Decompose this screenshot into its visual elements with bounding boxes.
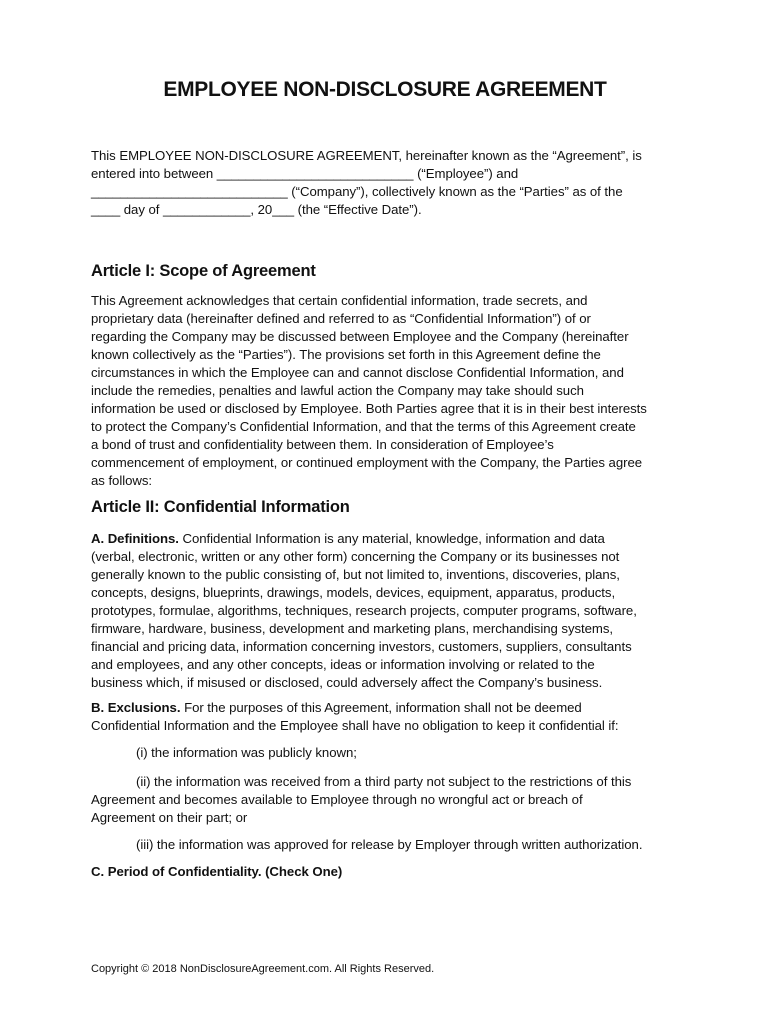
- paragraph-line: concepts, designs, blueprints, drawings, models, devices, equipment, apparatus, products,: [91, 585, 616, 600]
- paragraph-line: as follows:: [91, 473, 153, 488]
- article-2-heading: Article II: Confidential Information: [91, 498, 350, 516]
- period-label: C. Period of Confidentiality. (Check One): [91, 864, 343, 879]
- paragraph-line: [91, 699, 691, 717]
- definitions-paragraph: [91, 530, 691, 692]
- paragraph-line: known collectively as the “Parties”). The provisions set forth in this Agreement define the: [91, 347, 601, 362]
- article-1-paragraph: [91, 292, 691, 490]
- paragraph-line: (iii) the information was approved for release by Employer through written authorization.: [136, 837, 643, 852]
- paragraph-line: circumstances in which the Employee can and cannot disclose Confidential Information, and: [91, 365, 624, 380]
- exclusions-paragraph: [91, 699, 691, 735]
- paragraph-line: (ii) the information was received from a third party not subject to the restrictions of this: [136, 774, 632, 789]
- paragraph-line: Confidential Information and the Employee shall have no obligation to keep it confidential if:: [91, 718, 619, 733]
- exclusion-item-2: [91, 773, 691, 827]
- intro-paragraph: [91, 147, 691, 219]
- paragraph-line: firmware, hardware, business, development and marketing plans, merchandising systems,: [91, 621, 614, 636]
- paragraph-line: information be used or disclosed by Employee. Both Parties agree that it is in their best interests: [91, 401, 647, 416]
- period-paragraph: [91, 863, 691, 881]
- intro-line: ___________________________ (“Company”), collectively known as the “Parties” as of the: [91, 184, 623, 199]
- paragraph-line: (i) the information was publicly known;: [136, 745, 357, 760]
- definitions-label: A. Definitions.: [91, 531, 179, 546]
- intro-line: This EMPLOYEE NON-DISCLOSURE AGREEMENT, hereinafter known as the “Agreement”, is: [91, 148, 642, 163]
- copyright-footer: Copyright © 2018 NonDisclosureAgreement.com. All Rights Reserved.: [91, 963, 435, 975]
- paragraph-line: This Agreement acknowledges that certain confidential information, trade secrets, and: [91, 293, 588, 308]
- paragraph-line: business which, if misused or disclosed, could adversely affect the Company’s business.: [91, 675, 603, 690]
- exclusions-label: B. Exclusions.: [91, 700, 181, 715]
- paragraph-line: to protect the Company’s Confidential Information, and that the terms of this Agreement create: [91, 419, 636, 434]
- exclusion-item-3: [91, 836, 691, 854]
- definitions-first-line: Confidential Information is any material, knowledge, information and data: [178, 531, 605, 546]
- paragraph-line: generally known to the public consisting of, but not limited to, inventions, discoveries, plans,: [91, 567, 620, 582]
- intro-line: entered into between ___________________________ (“Employee”) and: [91, 166, 519, 181]
- paragraph-line: [91, 530, 691, 548]
- paragraph-line: a bond of trust and confidentiality between them. In consideration of Employee’s: [91, 437, 554, 452]
- article-1-heading: Article I: Scope of Agreement: [91, 262, 316, 280]
- paragraph-line: commencement of employment, or continued employment with the Company, the Parties agree: [91, 455, 643, 470]
- paragraph-line: and employees, and any other concepts, ideas or information involving or related to the: [91, 657, 595, 672]
- paragraph-line: (verbal, electronic, written or any other form) concerning the Company or its businesses not: [91, 549, 620, 564]
- paragraph-line: regarding the Company may be discussed between Employee and the Company (hereinafter: [91, 329, 629, 344]
- paragraph-line: prototypes, formulae, algorithms, techniques, research projects, computer programs, software,: [91, 603, 637, 618]
- paragraph-line: financial and pricing data, information concerning investors, customers, suppliers, consultants: [91, 639, 632, 654]
- exclusion-item-1: [91, 744, 691, 762]
- document-title: EMPLOYEE NON-DISCLOSURE AGREEMENT: [163, 78, 607, 101]
- exclusions-first-line: For the purposes of this Agreement, information shall not be deemed: [180, 700, 582, 715]
- paragraph-line: Agreement on their part; or: [91, 810, 248, 825]
- paragraph-line: Agreement and becomes available to Employee through no wrongful act or breach of: [91, 792, 583, 807]
- intro-line: ____ day of ____________, 20___ (the “Effective Date”).: [91, 202, 422, 217]
- paragraph-line: proprietary data (hereinafter defined and referred to as “Confidential Information”) of or: [91, 311, 591, 326]
- paragraph-line: include the remedies, penalties and lawful action the Company may take should such: [91, 383, 584, 398]
